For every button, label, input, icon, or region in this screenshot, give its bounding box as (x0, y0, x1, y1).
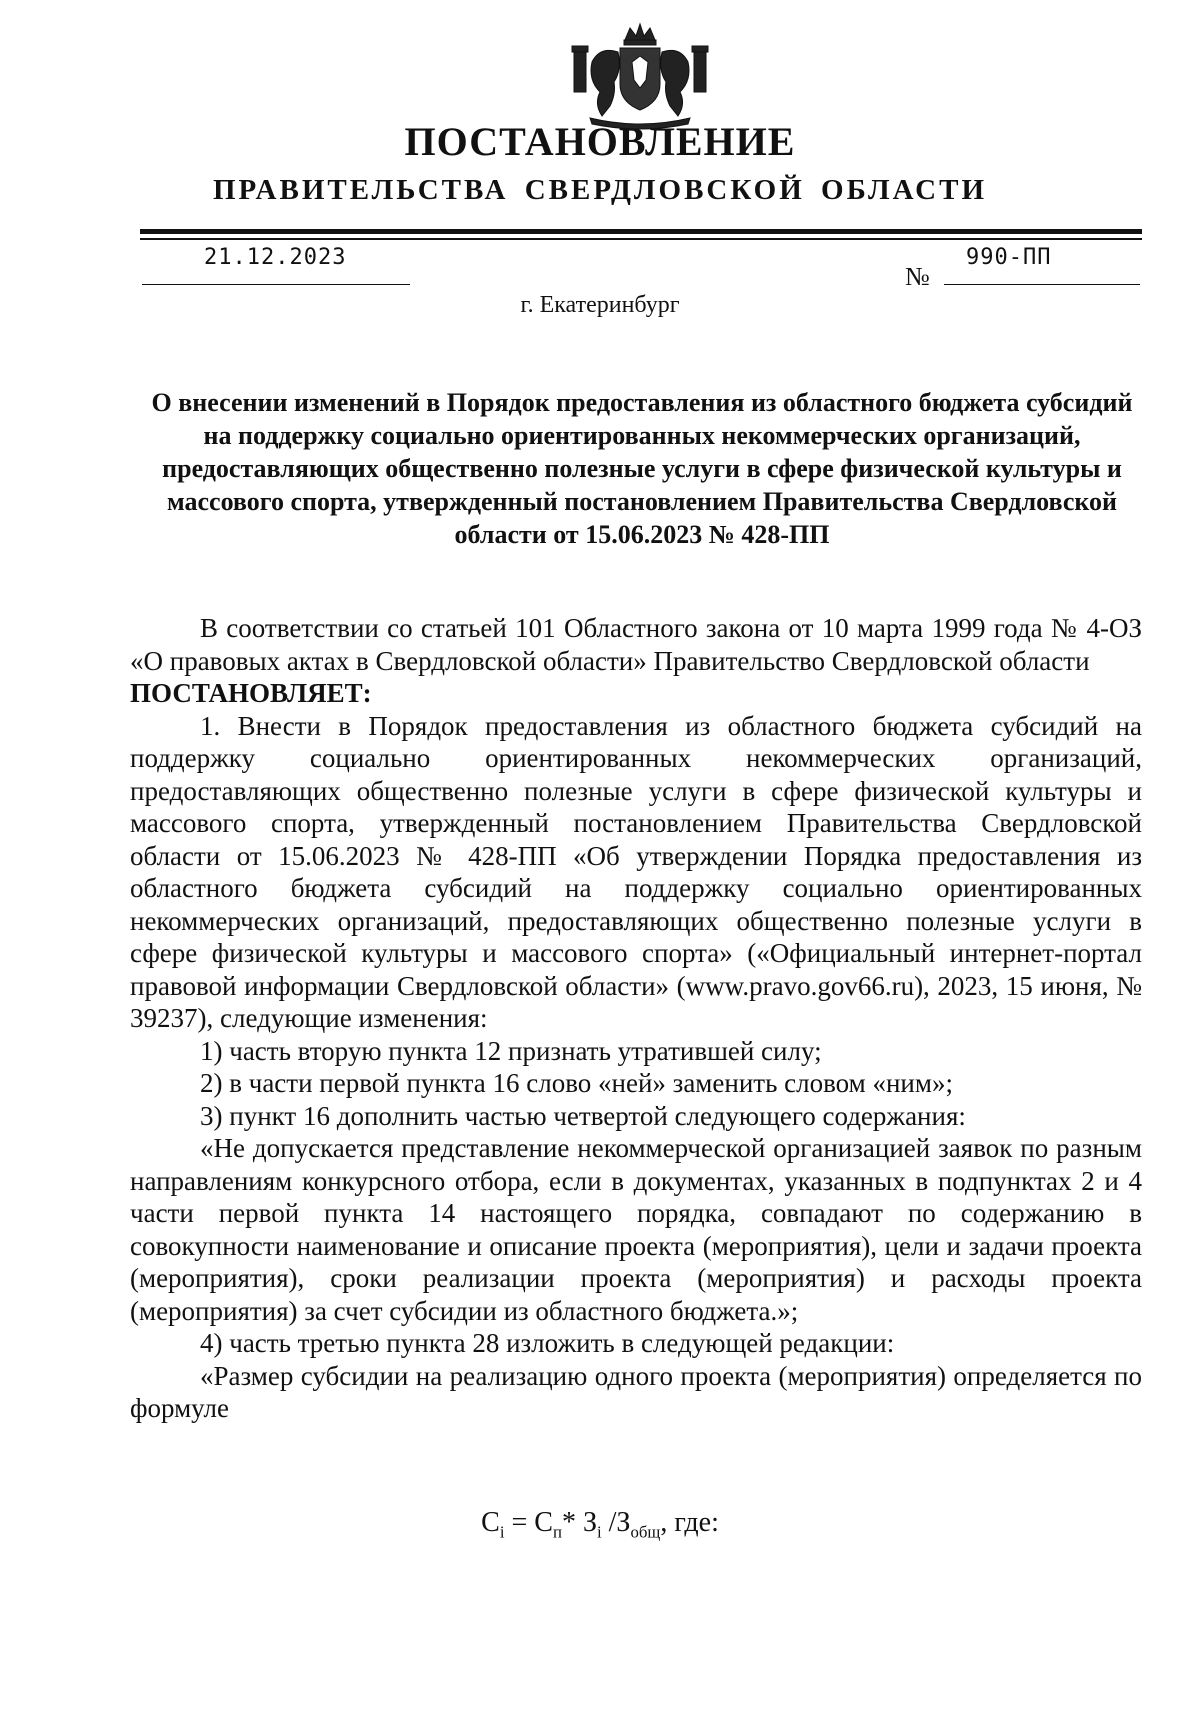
formula-sub-total: общ (630, 1522, 661, 1542)
formula-tail: , где: (660, 1507, 719, 1538)
number-underline (944, 284, 1140, 285)
subitem-3-paragraph: 3) пункт 16 дополнить частью четвертой следующего содержания: (200, 1100, 966, 1131)
formula-eq: = С (504, 1507, 553, 1538)
subitem-4-paragraph: 4) часть третью пункта 28 изложить в следующей редакции: (200, 1328, 895, 1358)
subsidy-formula (0, 1507, 1200, 1543)
date-underline (142, 284, 410, 285)
formula-div: /З (601, 1507, 631, 1538)
document-body (130, 612, 1142, 1425)
formula-sub-i2: i (596, 1522, 602, 1542)
formula-c: С (481, 1507, 500, 1538)
decree-word: ПОСТАНОВЛЯЕТ: (130, 678, 372, 708)
preamble-paragraph: В соответствии со статьей 101 Областного закона от 10 марта 1999 года № 4-ОЗ «О правовых актах в Свердловской области» Правительство Свердловской области (130, 613, 1142, 676)
header-rule-thick (140, 229, 1142, 234)
document-date: 21.12.2023 (204, 245, 347, 270)
subitem-1-paragraph: 1) часть вторую пункта 12 признать утратившей силу; (200, 1035, 822, 1066)
document-heading: ПОСТАНОВЛЕНИЕ (404, 119, 796, 164)
document-title: О внесении изменений в Порядок предоставления из областного бюджета субсидий на поддержку социально ориентированных некоммерческих организаций, предоставляющих общественно полезные услуги в сфере физической культуры и массового спорта, утвержденный постановлением Правительства Свердловской области от 15.06.2023 № 428-ПП (151, 388, 1133, 549)
coat-of-arms-icon (570, 22, 710, 130)
item-1-paragraph: 1. Внести в Порядок предоставления из областного бюджета субсидий на поддержку социально ориентированных некоммерческих организаций, предоставляющих общественно полезные услуги в сфере физической культуры и массового спорта, утвержденный постановлением Правительства Свердловской области от 15.06.2023 № 428-ПП «Об утверждении Порядка предоставления из областного бюджета субсидий на поддержку социально ориентированных некоммерческих организаций, предоставляющих общественно полезные услуги в сфере физической культуры и массового спорта» («Официальный интернет-портал правовой информации Свердловской области» (www.pravo.gov66.ru), 2023, 15 июня, № 39237), следующие изменения: (130, 710, 1142, 1033)
quote-1-paragraph: «Не допускается представление некоммерческой организацией заявок по разным направлениям конкурсного отбора, если в документах, указанных в подпунктах 2 и 4 части первой пункта 14 настоящего порядка, совпадают по содержанию в совокупности наименование и описание проекта (мероприятия), цели и задачи проекта (мероприятия), сроки реализации проекта (мероприятия) и расходы проекта (мероприятия) за счет субсидии из областного бюджета.»; (130, 1133, 1142, 1326)
formula-sub-n: п (552, 1522, 562, 1542)
document-city: г. Екатеринбург (520, 292, 680, 318)
formula-sub-i: i (499, 1522, 505, 1542)
document-number: 990-ПП (966, 245, 1052, 270)
quote-2-paragraph: «Размер субсидии на реализацию одного проекта (мероприятия) определяется по формуле (130, 1360, 1142, 1423)
subitem-2-paragraph: 2) в части первой пункта 16 слово «ней» заменить словом «ним»; (200, 1068, 953, 1098)
header-rule-thin (140, 238, 1142, 240)
number-sign: № (905, 262, 930, 291)
formula-mul: * З (561, 1507, 597, 1538)
issuer-heading: ПРАВИТЕЛЬСТВА СВЕРДЛОВСКОЙ ОБЛАСТИ (212, 174, 988, 206)
